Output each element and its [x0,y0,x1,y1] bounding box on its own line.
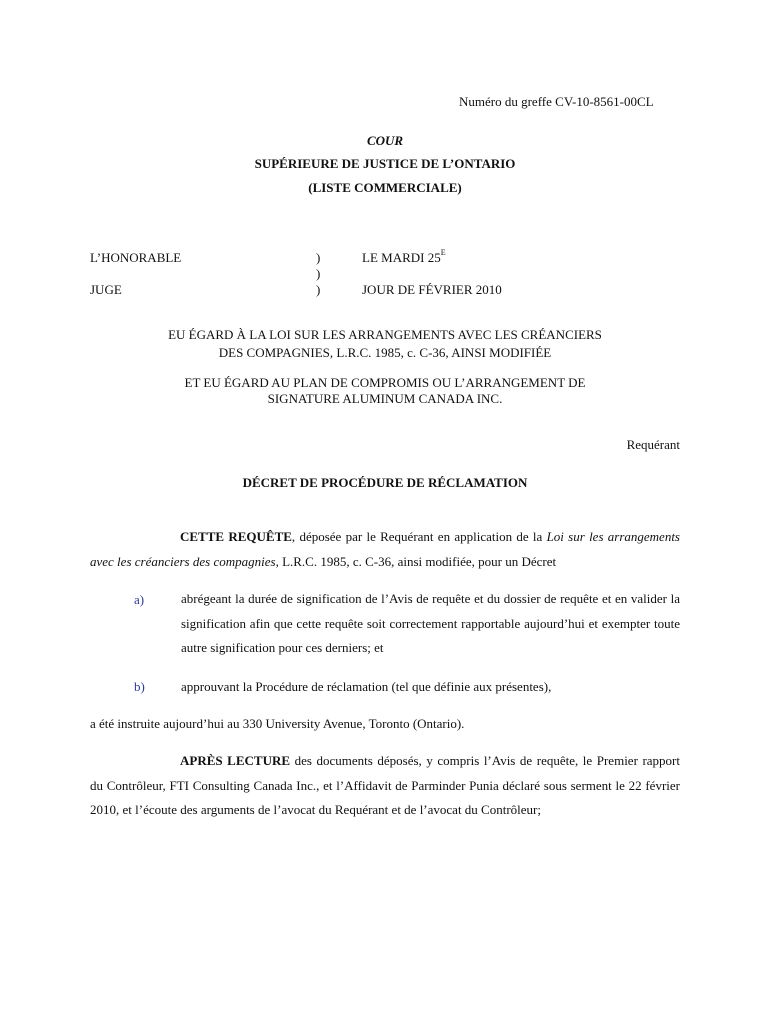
file-number: Numéro du greffe CV-10-8561-00CL [459,94,654,109]
judge-title-line2: JUGE [90,282,122,297]
paragraph-motion-lead: CETTE REQUÊTE [180,529,292,544]
statute-name: Loi sur les arrangements avec les créanciers des compagnies [90,529,680,569]
hearing-date-line1: LE MARDI $25^E$ [362,248,446,265]
matter-line3: ET EU ÉGARD AU PLAN DE COMPROMIS OU L’ARRANGEMENT DE [184,375,586,390]
judge-title-line1: L’HONORABLE [90,250,182,265]
matter-line2: DES COMPAGNIES, L.R.C. 1985, c. C-36, AINSI MODIFIÉE [218,345,552,360]
list-item-label-a: a) [134,592,145,607]
paragraph-motion: CETTE REQUÊTE, déposée par le Requérant en application de la Loi sur les arrangements avec les créanciers des compagnies, L.R.C. 1985, c. C-36, ainsi modifiée, pour un Décret [90,529,680,569]
applicant-label: Requérant [626,437,680,452]
paren-3: ) [316,282,321,297]
list-item-text-a: abrégeant la durée de signification de l’Avis de requête et du dossier de requête et en valider la signification afin que cette requête soit correctement rapportable aujourd’hui et exempter toute autre signification pour ces derniers; et [181,591,680,655]
paren-1: ) [316,250,321,265]
paragraph-reading-lead: APRÈS LECTURE [180,753,291,768]
paragraph-reading: APRÈS LECTURE des documents déposés, y compris l’Avis de requête, le Premier rapport du Contrôleur, FTI Consulting Canada Inc., et l’Affidavit de Parminder Punia déclaré sous serment le 22 février 2010, et l’écoute des arguments de l’avocat du Requérant et de l’avocat du Contrôleur; [90,753,680,817]
heard-location-line: a été instruite aujourd’hui au 330 University Avenue, Toronto (Ontario). [90,716,465,731]
list-item-text-b: approuvant la Procédure de réclamation (tel que définie aux présentes), [181,679,552,694]
matter-line4: SIGNATURE ALUMINUM CANADA INC. [267,391,503,406]
document-title: DÉCRET DE PROCÉDURE DE RÉCLAMATION [242,475,528,490]
court-name-line1: COUR [366,133,404,148]
matter-line1: EU ÉGARD À LA LOI SUR LES ARRANGEMENTS AVEC LES CRÉANCIERS [168,327,602,342]
paren-2: ) [316,266,321,281]
hearing-date-line2: JOUR DE FÉVRIER 2010 [362,282,502,297]
court-name-line2: SUPÉRIEURE DE JUSTICE DE L’ONTARIO [254,156,516,171]
list-item-label-b: b) [134,679,145,694]
court-list-name: (LISTE COMMERCIALE) [308,180,462,195]
